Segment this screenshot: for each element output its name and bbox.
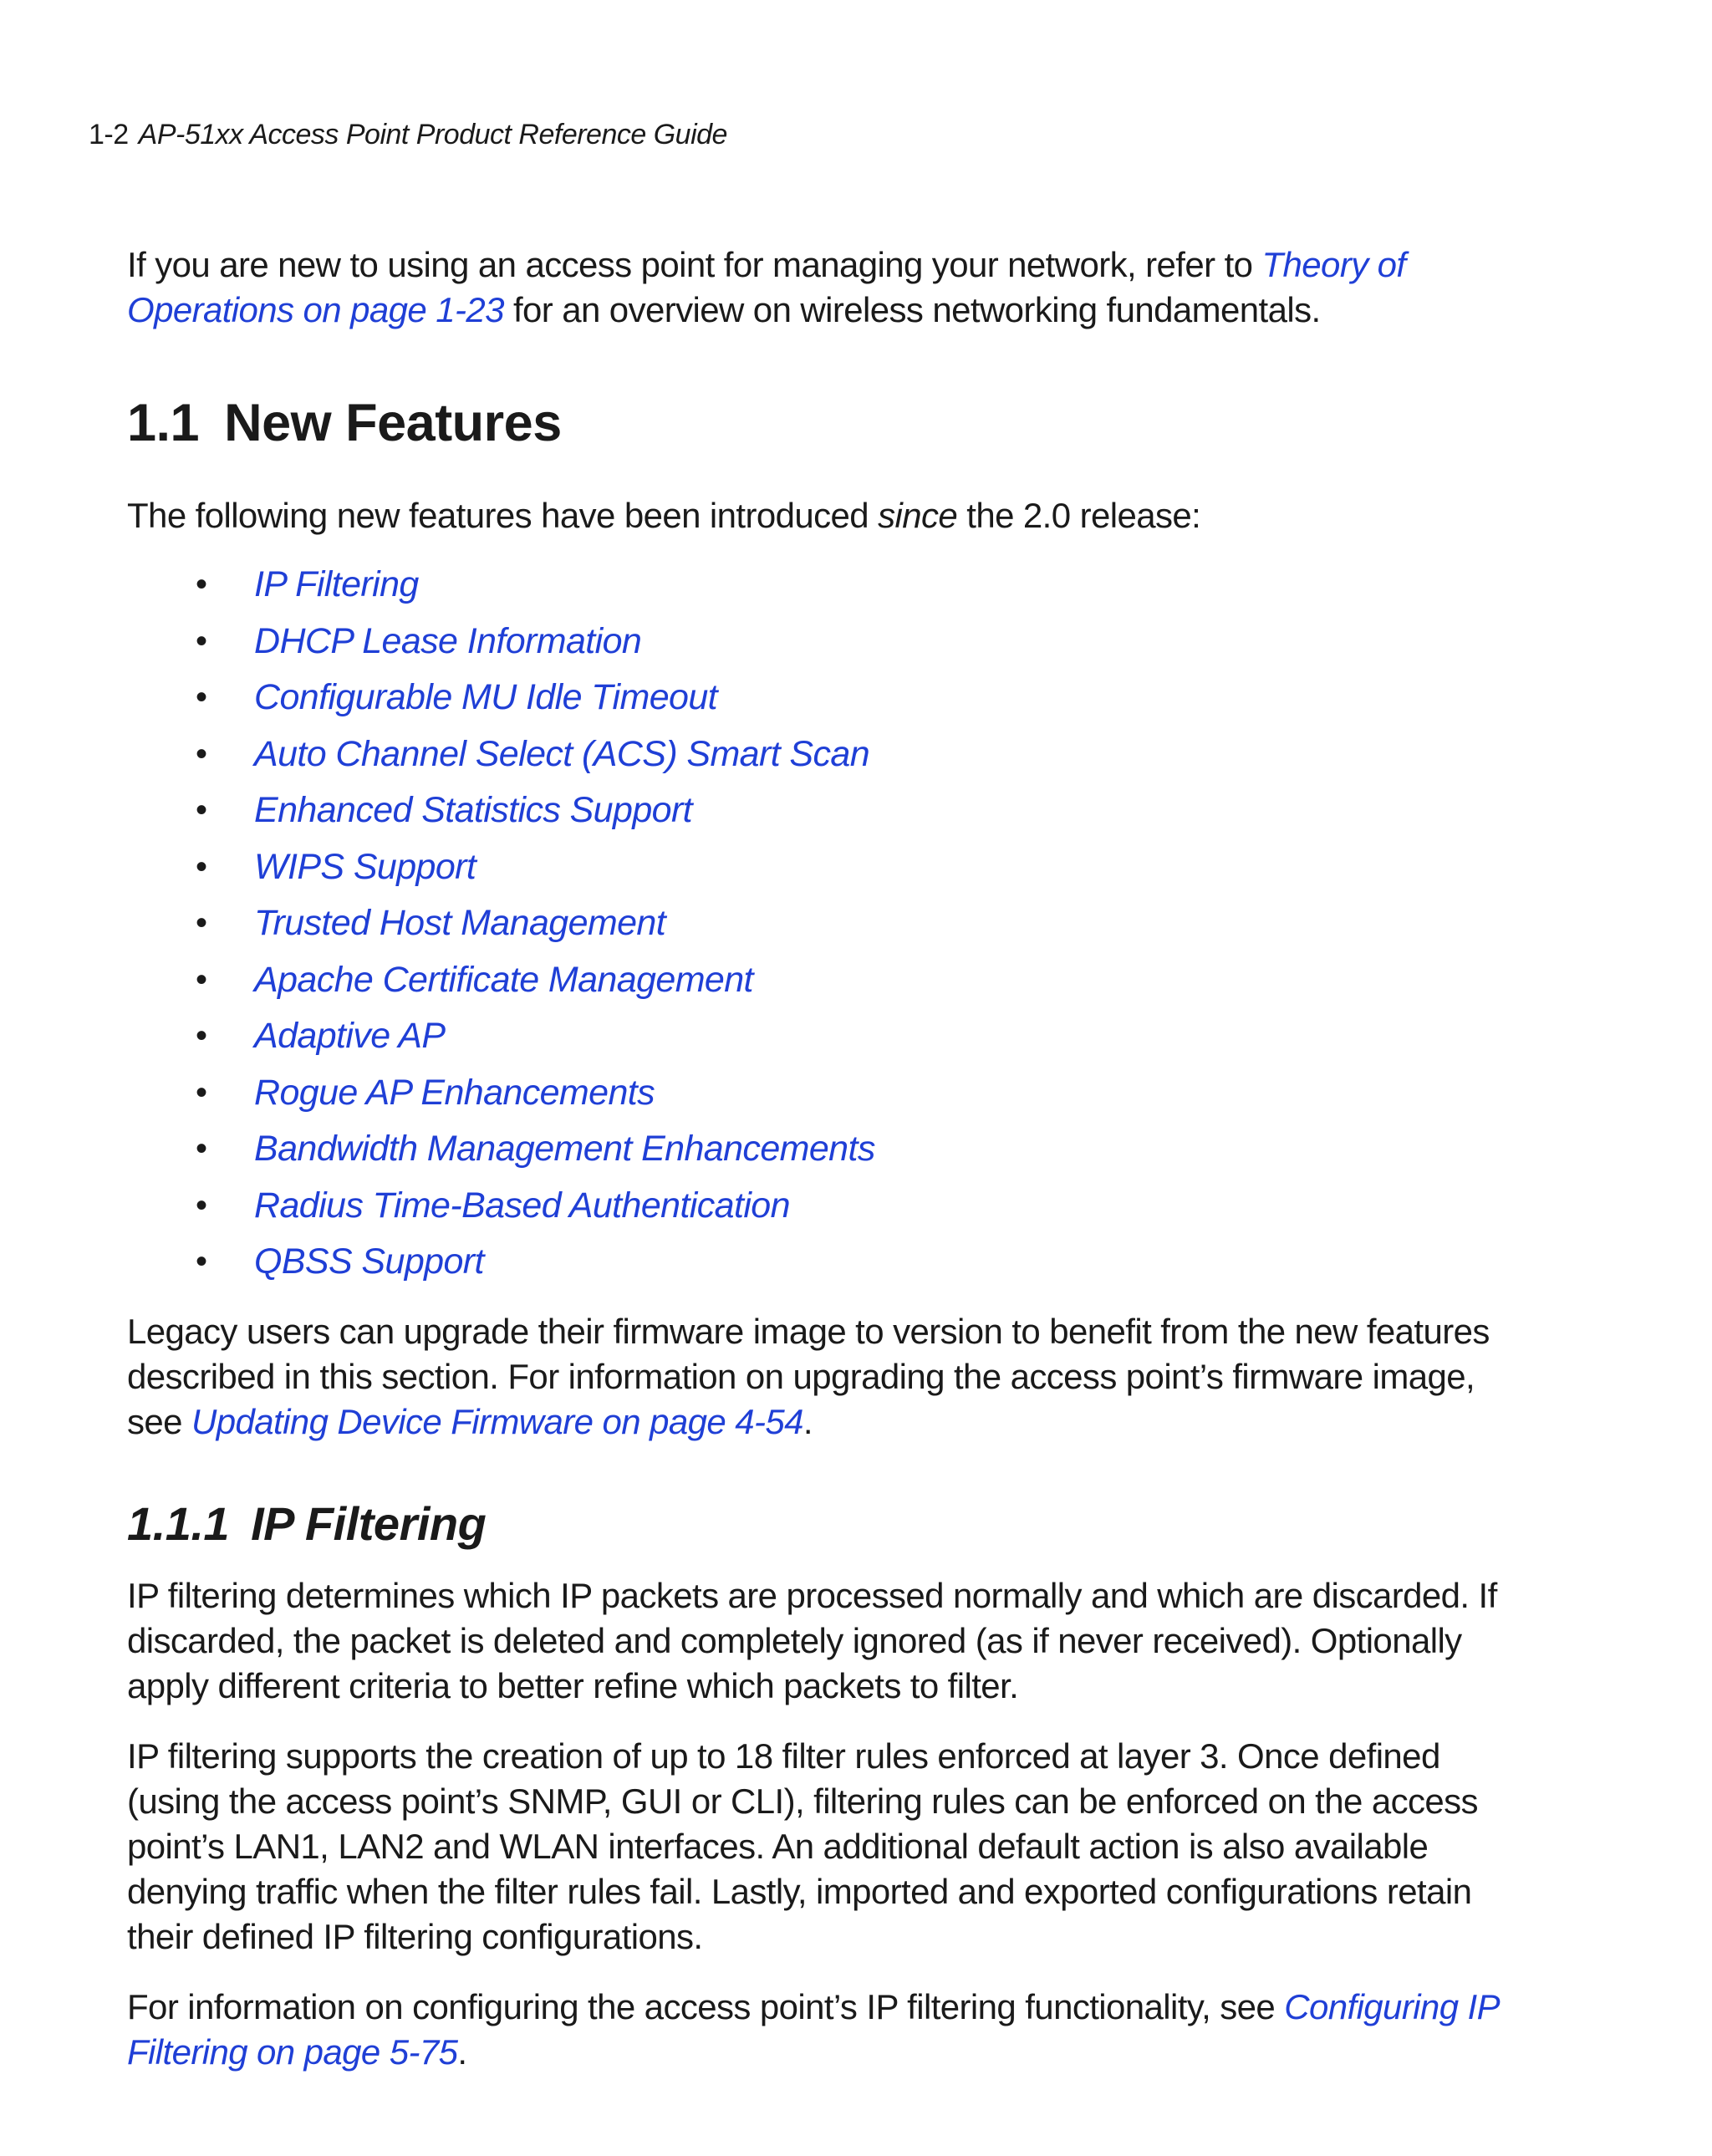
- intro-text: If you are new to using an access point for managing your network, refer to: [127, 245, 1262, 284]
- feature-link[interactable]: Configurable MU Idle Timeout: [254, 677, 718, 718]
- running-header: [89, 119, 727, 151]
- bullet-icon: •: [196, 961, 207, 998]
- bullet-icon: •: [196, 1017, 207, 1055]
- para3-text: For information on configuring the access point’s IP filtering functionality, see: [127, 1986, 1285, 2026]
- feature-link[interactable]: Apache Certificate Management: [254, 959, 753, 1000]
- bullet-icon: •: [196, 1073, 207, 1111]
- section-heading: [127, 391, 1528, 455]
- subsection-title: IP Filtering: [251, 1496, 487, 1550]
- feature-list-item: [127, 782, 1528, 839]
- features-intro-emphasis: since: [878, 496, 958, 535]
- bullet-icon: •: [196, 1186, 207, 1224]
- feature-list-item: [127, 839, 1528, 896]
- feature-link[interactable]: Bandwidth Management Enhancements: [254, 1129, 875, 1170]
- feature-link[interactable]: Adaptive AP: [254, 1016, 446, 1057]
- feature-link[interactable]: WIPS Support: [254, 846, 476, 887]
- feature-list-item: [127, 1121, 1528, 1178]
- bullet-icon: •: [196, 905, 207, 942]
- para3-end: .: [457, 2031, 467, 2072]
- intro-paragraph: [127, 242, 1528, 333]
- ip-filtering-paragraph-2: IP filtering supports the creation of up to 18 filter rules enforced at layer 3. Once defined (using the access point’s SNMP, GUI or CLI), filtering rules can be enforced on the access point’s LAN1, LAN2 and WLAN interfaces. An additional default action is also available denying traffic when the filter rules fail. Lastly, imported and exported configurations retain their defined IP filtering configurations.: [127, 1736, 1478, 1956]
- feature-list-item: [127, 895, 1528, 952]
- legacy-text: Legacy users can upgrade their firmware image to version to benefit from the new features described in this section. For information on upgrading the access point’s firmware image, see: [127, 1311, 1490, 1441]
- ip-filtering-paragraph-1: IP filtering determines which IP packets are processed normally and which are discarded. If discarded, the packet is deleted and completely ignored (as if never received). Optionally apply different criteria to better refine which packets to filter.: [127, 1575, 1497, 1705]
- feature-link[interactable]: Rogue AP Enhancements: [254, 1072, 655, 1113]
- ip-filtering-paragraph-3: [127, 1985, 1528, 2075]
- bullet-icon: •: [196, 792, 207, 829]
- main-content: [127, 242, 1528, 2075]
- feature-list-item: [127, 1178, 1528, 1235]
- feature-list-item: [127, 1008, 1528, 1065]
- subsection-number: 1.1.1: [127, 1496, 230, 1550]
- page-number: 1-2: [89, 119, 129, 150]
- theory-of-operations-link[interactable]: Theory of Operations on page 1-23: [127, 245, 1406, 329]
- feature-list-item: [127, 670, 1528, 726]
- bullet-icon: •: [196, 848, 207, 885]
- feature-link[interactable]: DHCP Lease Information: [254, 620, 642, 661]
- bullet-icon: •: [196, 566, 207, 604]
- feature-list-item: [127, 1065, 1528, 1122]
- bullet-icon: •: [196, 1243, 207, 1281]
- feature-link[interactable]: Radius Time-Based Authentication: [254, 1185, 790, 1226]
- bullet-icon: •: [196, 622, 207, 660]
- feature-link[interactable]: Enhanced Statistics Support: [254, 790, 693, 831]
- feature-list-item: [127, 726, 1528, 783]
- features-intro-text-after: the 2.0 release:: [957, 496, 1201, 535]
- subsection-heading: [127, 1495, 1528, 1553]
- feature-link[interactable]: IP Filtering: [254, 564, 419, 605]
- bullet-icon: •: [196, 679, 207, 716]
- guide-title: AP-51xx Access Point Product Reference Guide: [138, 119, 727, 150]
- section-number: 1.1: [127, 394, 200, 452]
- configuring-ip-filtering-link[interactable]: Configuring IP Filtering on page 5-75: [127, 1986, 1499, 2072]
- section-title: New Features: [224, 394, 562, 452]
- feature-list-item: [127, 1234, 1528, 1291]
- feature-list: [127, 557, 1528, 1291]
- legacy-end: .: [802, 1401, 813, 1441]
- feature-link[interactable]: Auto Channel Select (ACS) Smart Scan: [254, 733, 870, 774]
- features-intro: [127, 493, 1528, 538]
- feature-list-item: [127, 952, 1528, 1009]
- feature-list-item: [127, 614, 1528, 670]
- feature-list-item: [127, 557, 1528, 614]
- legacy-paragraph: [127, 1309, 1528, 1445]
- feature-link[interactable]: QBSS Support: [254, 1241, 484, 1282]
- updating-device-firmware-link[interactable]: Updating Device Firmware on page 4-54: [191, 1401, 803, 1441]
- features-intro-text: The following new features have been introduced: [127, 496, 879, 535]
- bullet-icon: •: [196, 1130, 207, 1168]
- intro-text-after: for an overview on wireless networking fundamentals.: [503, 290, 1321, 329]
- bullet-icon: •: [196, 735, 207, 772]
- feature-link[interactable]: Trusted Host Management: [254, 903, 666, 944]
